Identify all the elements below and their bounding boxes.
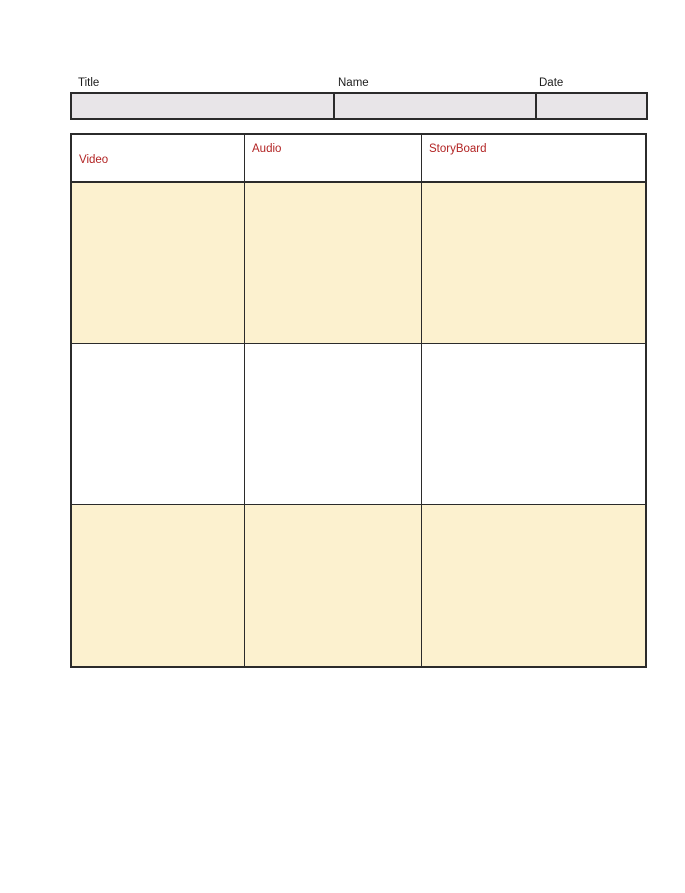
- title-label: Title: [78, 77, 100, 89]
- date-label: Date: [539, 77, 564, 89]
- name-label: Name: [338, 77, 369, 89]
- storyboard-cell-row-3[interactable]: [422, 505, 645, 666]
- column-header-audio: Audio: [245, 135, 422, 183]
- storyboard-cell-row-1[interactable]: [422, 183, 645, 344]
- column-header-video: Video: [72, 135, 245, 183]
- name-field[interactable]: [333, 94, 535, 118]
- audio-cell-row-2[interactable]: [245, 344, 422, 505]
- audio-cell-row-3[interactable]: [245, 505, 422, 666]
- header-fields-bar: [70, 92, 648, 120]
- column-header-storyboard: StoryBoard: [422, 135, 645, 183]
- title-field[interactable]: [72, 94, 333, 118]
- video-cell-row-1[interactable]: [72, 183, 245, 344]
- storyboard-cell-row-2[interactable]: [422, 344, 645, 505]
- storyboard-table: [70, 133, 647, 668]
- video-cell-row-3[interactable]: [72, 505, 245, 666]
- video-cell-row-2[interactable]: [72, 344, 245, 505]
- audio-cell-row-1[interactable]: [245, 183, 422, 344]
- date-field[interactable]: [535, 94, 646, 118]
